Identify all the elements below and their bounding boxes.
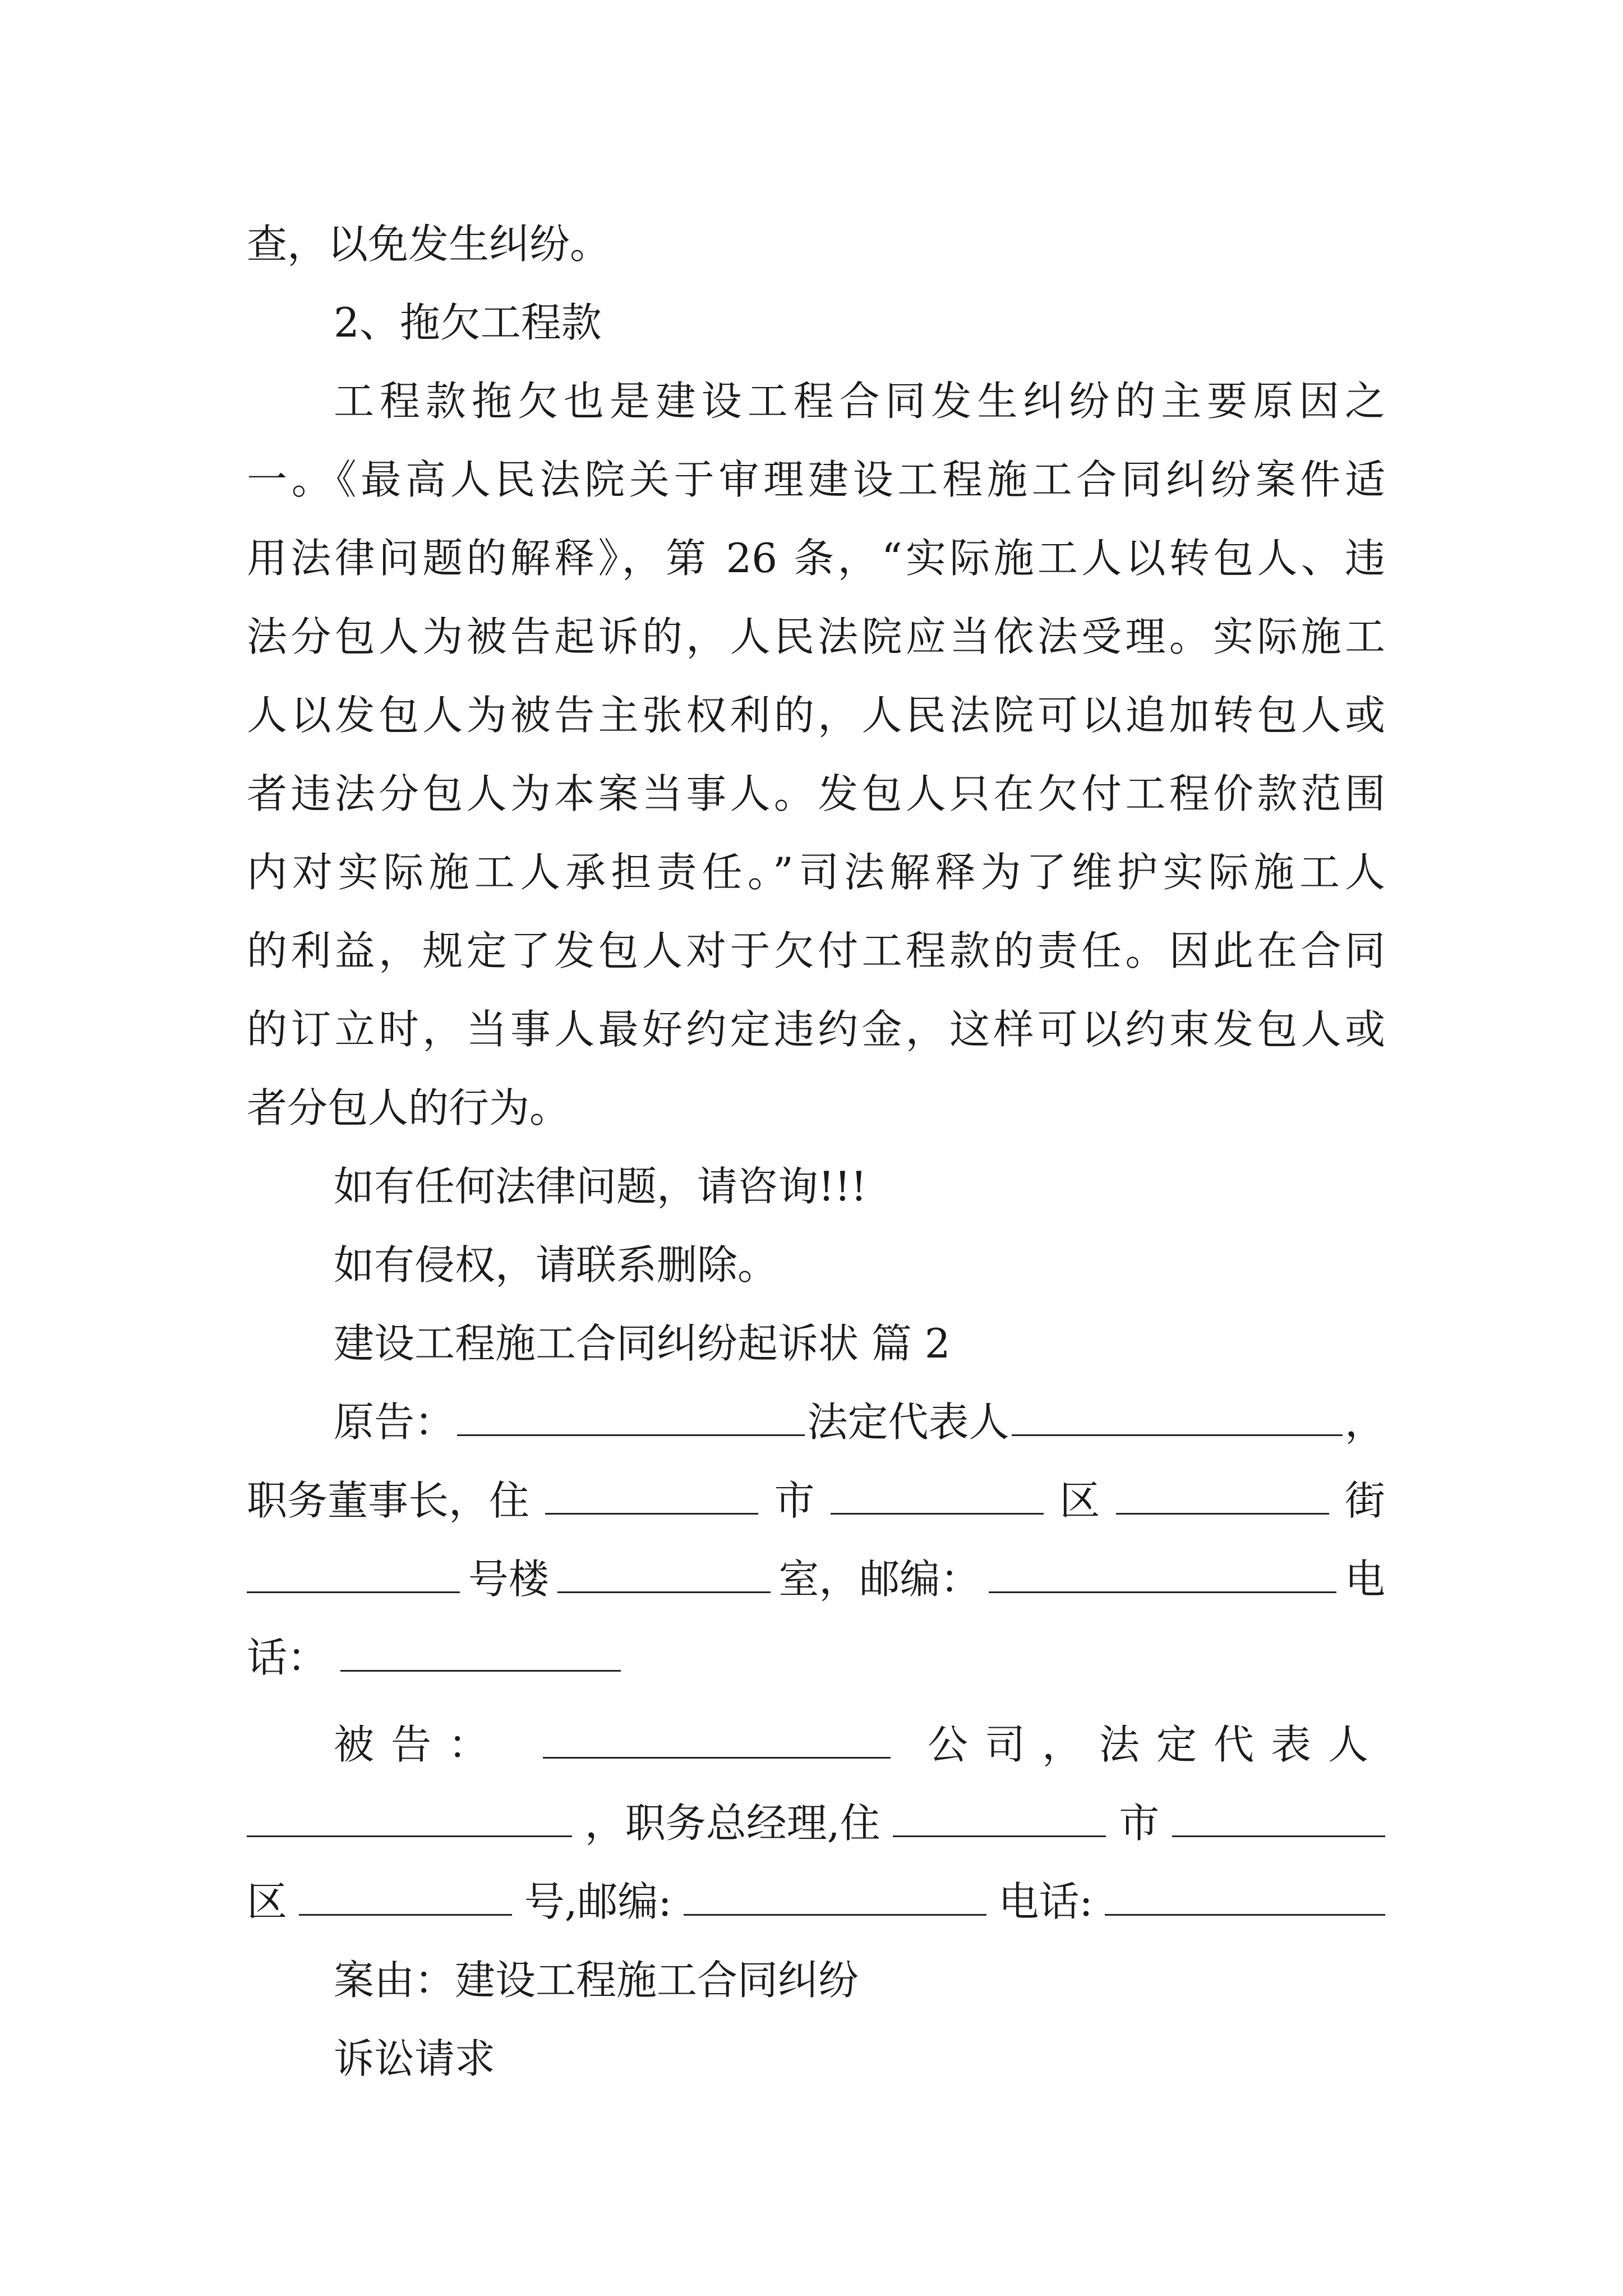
street-blank[interactable]: [1116, 1479, 1329, 1515]
defendant-address-line: [247, 1862, 1385, 1941]
plaintiff-address-line: [247, 1540, 1385, 1618]
phone-label-start: 电: [1344, 1556, 1385, 1603]
phone-label-end: 话：: [247, 1634, 328, 1681]
number-blank[interactable]: [247, 1558, 460, 1593]
paragraph-line: 者分包人的行为。: [247, 1084, 570, 1131]
position-label: 职务董事长，住: [247, 1477, 530, 1524]
plaintiff-phone-line: [247, 1618, 1385, 1697]
defendant-district-label: 区: [247, 1878, 288, 1925]
city-blank[interactable]: [545, 1479, 758, 1515]
defendant-district-blank[interactable]: [299, 1880, 512, 1916]
defendant-label: 被告：: [334, 1721, 506, 1768]
defendant-rep-blank[interactable]: [247, 1802, 572, 1837]
section-heading: 2、拖欠工程款: [334, 299, 602, 346]
paragraph-line: 人以发包人为被告主张权利的，人民法院可以追加转包人或: [247, 692, 1385, 739]
building-blank[interactable]: [557, 1558, 771, 1593]
paragraph-line: 法分包人为被告起诉的，人民法院应当依法受理。实际施工: [247, 613, 1385, 660]
legal-rep-blank[interactable]: [1012, 1401, 1343, 1436]
paragraph-line: 的订立时，当事人最好约定违约金，这样可以约束发包人或: [247, 1006, 1385, 1053]
plaintiff-address-line: [247, 1461, 1385, 1540]
paragraph-line: 者违法分包人为本案当事人。发包人只在欠付工程价款范围: [247, 770, 1385, 817]
paragraph-line: 一。《最高人民法院关于审理建设工程施工合同纠纷案件适: [247, 456, 1385, 503]
cause-of-action: 案由：建设工程施工合同纠纷: [334, 1957, 859, 2004]
phone-blank[interactable]: [340, 1636, 621, 1672]
notice-text: 如有侵权，请联系删除。: [334, 1241, 778, 1289]
street-label: 街: [1344, 1477, 1385, 1524]
defendant-phone-blank[interactable]: [1105, 1880, 1385, 1916]
defendant-address-blank[interactable]: [893, 1802, 1106, 1837]
defendant-line: [334, 1705, 1385, 1784]
claims-heading: 诉讼请求: [334, 2035, 496, 2082]
defendant-zip-label: 号,邮编:: [524, 1878, 672, 1925]
section-title: 建设工程施工合同纠纷起诉状 篇 2: [334, 1320, 951, 1367]
plaintiff-name-blank[interactable]: [457, 1401, 805, 1436]
defendant-name-blank[interactable]: [543, 1723, 891, 1759]
defendant-position-line: [247, 1784, 1385, 1862]
district-blank[interactable]: [831, 1479, 1044, 1515]
defendant-city-label: 市: [1119, 1800, 1160, 1847]
plaintiff-label: 原告：: [334, 1398, 455, 1446]
comma: ，: [1344, 1398, 1385, 1446]
paragraph-line: 内对实际施工人承担责任。”司法解释为了维护实际施工人: [247, 849, 1385, 896]
defendant-zip-blank[interactable]: [684, 1880, 986, 1916]
paragraph-line: 的利益，规定了发包人对于欠付工程款的责任。因此在合同: [247, 927, 1385, 974]
room-label: 室，邮编：: [778, 1556, 981, 1603]
legal-rep-label: 法定代表人: [807, 1398, 1009, 1446]
building-label: 号楼: [468, 1556, 549, 1603]
paragraph-line: 查，以免发生纠纷。: [247, 220, 611, 268]
city-label: 市: [774, 1477, 815, 1524]
zip-blank[interactable]: [989, 1558, 1336, 1593]
paragraph-line: 工程款拖欠也是建设工程合同发生纠纷的主要原因之: [334, 378, 1385, 425]
plaintiff-line: [334, 1383, 1385, 1461]
defendant-position-label: ，职务总经理,住: [584, 1800, 880, 1847]
paragraph-line: 用法律问题的解释》，第 26 条，“实际施工人以转包人、违: [247, 535, 1385, 582]
defendant-city-blank[interactable]: [1172, 1802, 1385, 1837]
notice-text: 如有任何法律问题，请咨询!!!: [334, 1163, 867, 1210]
company-label: 公司，法定代表人: [927, 1721, 1385, 1768]
defendant-phone-label: 电话:: [998, 1878, 1093, 1925]
district-label: 区: [1059, 1477, 1100, 1524]
